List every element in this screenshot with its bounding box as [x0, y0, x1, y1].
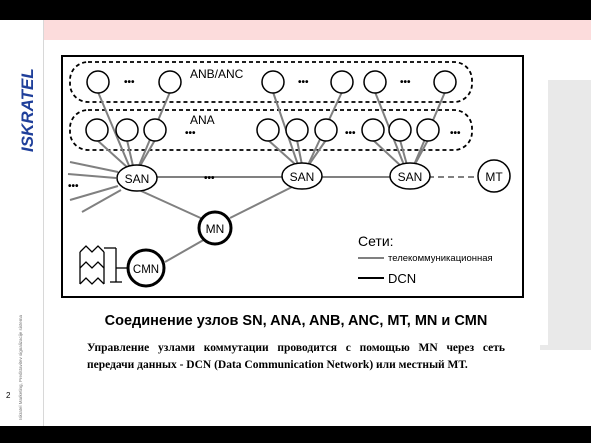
group-label-anb-anc: ANB/ANC	[190, 67, 244, 81]
legend-telecom-label: телекоммуникационная	[388, 253, 493, 264]
ellipsis: •••	[450, 128, 461, 139]
legend-title: Сети:	[358, 233, 394, 249]
ellipsis: •••	[345, 128, 356, 139]
page-number: 2	[6, 391, 11, 400]
mn-label: MN	[205, 222, 225, 236]
terminal-icon	[80, 246, 128, 284]
description-line: передачи данных - DCN (Data Communication Network) или местный МТ.	[87, 359, 468, 371]
mn-node	[199, 212, 231, 244]
mt-label: MT	[485, 170, 503, 184]
slide-description	[87, 340, 505, 374]
cmn-node	[128, 250, 164, 286]
san-label: SAN	[289, 170, 315, 184]
figure-caption: Соединение узлов SN, ANA, ANB, ANC, MT, MN и CMN	[104, 313, 488, 329]
san-label: SAN	[124, 172, 150, 186]
cmn-label: CMN	[132, 264, 160, 276]
description-line: Управление узлами коммутации проводится с помощью MN через сеть	[87, 342, 505, 354]
ellipsis: •••	[204, 173, 215, 184]
mt-node	[478, 160, 510, 192]
logo-text: ISKRATEL	[18, 68, 37, 152]
ellipsis: •••	[298, 77, 309, 88]
san-node	[282, 163, 322, 189]
san-label: SAN	[397, 170, 423, 184]
ellipsis: •••	[185, 128, 196, 139]
side-note-text: Iskratel Marketing, Predstavitev signalizacije sistema	[18, 314, 23, 420]
ellipsis: •••	[400, 77, 411, 88]
ellipsis: •••	[124, 77, 135, 88]
group-label-ana: ANA	[190, 113, 215, 127]
san-node	[390, 163, 430, 189]
bottom-black-bar	[0, 426, 591, 443]
ellipsis: •••	[68, 181, 79, 192]
legend-dcn-label: DCN	[388, 271, 417, 286]
san-node	[117, 165, 157, 191]
